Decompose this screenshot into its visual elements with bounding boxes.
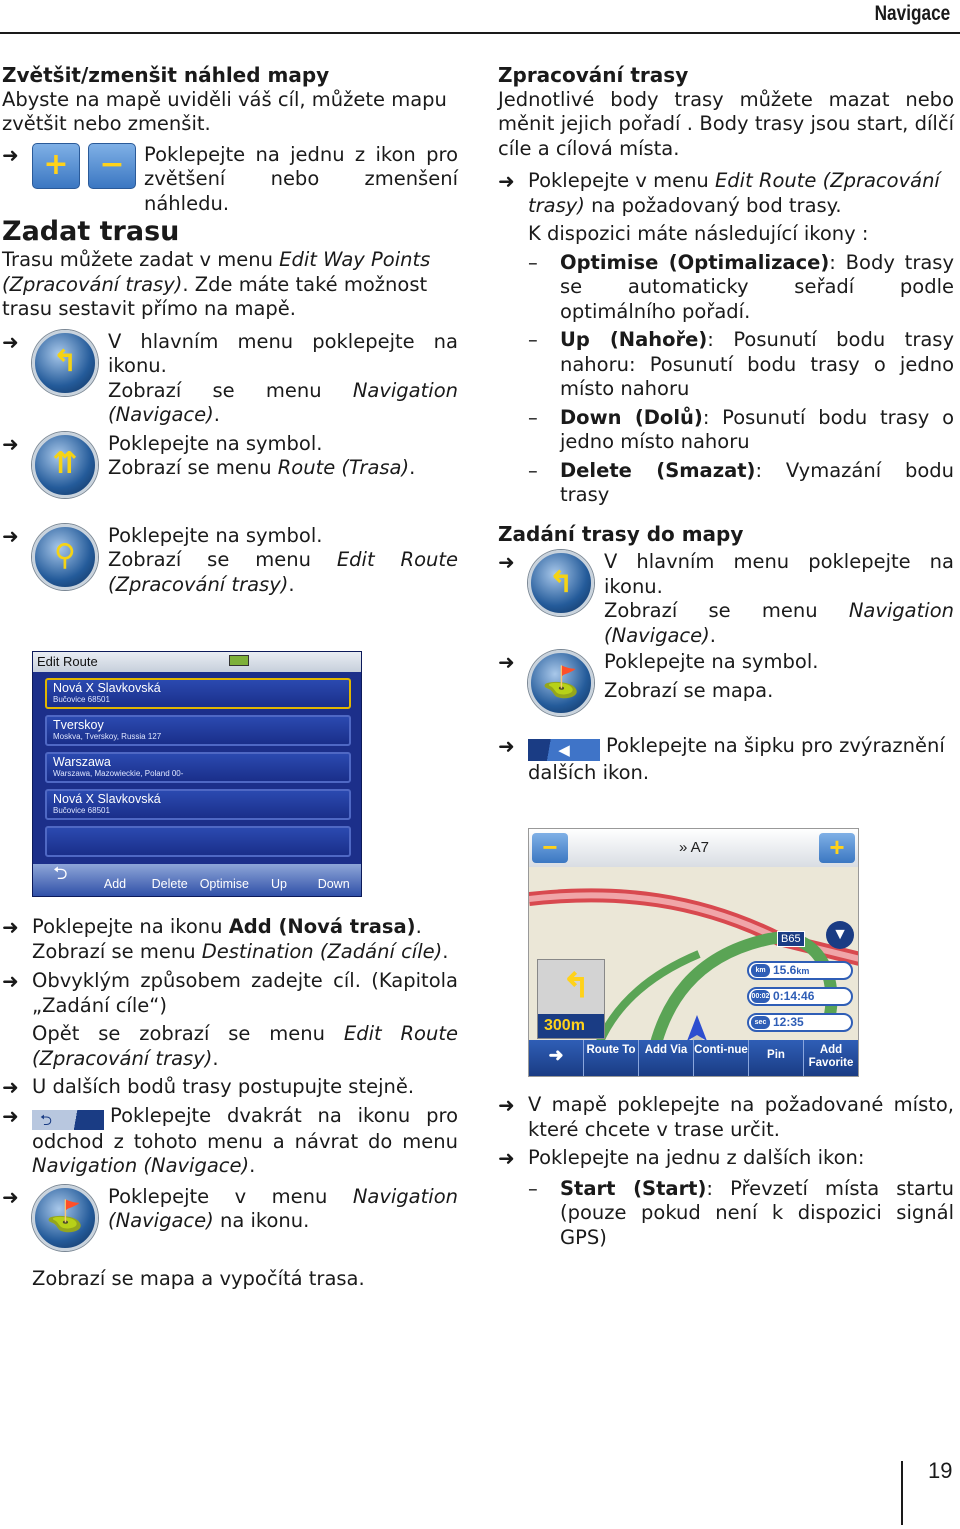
arrival-time: sec 12:35 xyxy=(747,1013,853,1032)
up-button[interactable]: Up xyxy=(271,877,288,891)
step3-result: Zobrazí se menu Edit Route (Zpracování trasy). xyxy=(108,548,459,596)
arrow-icon: ➜ xyxy=(2,1103,19,1128)
edit-route-toolbar xyxy=(33,864,361,896)
edit-route-icon: ⚲ xyxy=(32,524,98,590)
zoom-out-button[interactable]: − xyxy=(532,833,568,863)
step-add: ➜ Poklepejte na ikonu Add (Nová trasa). Zobrazí se menu Destination (Zadání cíle). xyxy=(2,915,449,963)
left-column-lower xyxy=(2,915,458,1291)
result-text: Zobrazí se mapa a vypočítá trasa. xyxy=(32,1266,365,1290)
zoom-in-button[interactable]: + xyxy=(819,833,855,863)
zoom-step xyxy=(2,143,458,217)
route-point-row[interactable]: Tverskoy Moskva, Tverskoy, Russia 127 xyxy=(45,715,351,746)
map-icon: ⛳ xyxy=(32,1185,98,1251)
tap-place-step: ➜ V mapě poklepejte na požadované místo, které chcete v trase určit. xyxy=(498,1093,954,1141)
down-item: – Down (Dolů): Posunutí bodu trasy o jedno místo nahoru xyxy=(528,405,954,453)
map-route-heading: Zadání trasy do mapy xyxy=(498,521,744,546)
navigation-icon: ↰ xyxy=(32,330,98,396)
start-item: – Start (Start): Převzetí místa startu (pouze pokud není k dispozici signál GPS) xyxy=(528,1176,954,1249)
map-toolbar xyxy=(529,1040,858,1076)
back-button[interactable]: ⮌ xyxy=(53,863,68,883)
header-rule xyxy=(0,32,960,34)
remaining-time: 00:02 0:14:46 xyxy=(747,987,853,1006)
up-item: – Up (Nahoře): Posunutí bodu trasy nahoru: Posunutí bodu trasy o jedno místo nahoru xyxy=(528,328,954,400)
edit-route-screen xyxy=(32,651,362,897)
route-icon: ⇈ xyxy=(32,432,98,498)
expand-arrow-icon: ◀ xyxy=(528,739,600,761)
arrow-icon: ➜ xyxy=(2,431,19,456)
optimise-button[interactable]: Optimise xyxy=(199,877,250,891)
add-button[interactable]: Add xyxy=(103,877,127,891)
pin-button[interactable]: Pin xyxy=(748,1040,803,1076)
processing-heading: Zpracování trasy xyxy=(498,63,689,87)
arrow-icon: ➜ xyxy=(2,969,19,993)
map-step-main-menu: ➜ ↰ V hlavním menu poklepejte na ikonu. Zobrazí se menu Navigation (Navigace). xyxy=(498,550,954,647)
map-step-symbol: ➜ ⛳ Poklepejte na symbol. Zobrazí se mapa. xyxy=(498,650,954,724)
turn-indicator xyxy=(537,959,605,1039)
zoom-step-text: Poklepejte na jednu z ikon pro zvětšení nebo zmenšení náhledu. xyxy=(144,142,458,215)
step-navigation-map: ➜ ⛳ Poklepejte v menu Navigation (Navigace) na ikonu. xyxy=(2,1185,458,1265)
down-button[interactable]: Down xyxy=(317,877,350,891)
remaining-distance: km 15.6km xyxy=(747,961,853,980)
arrow-icon: ➜ xyxy=(498,169,515,193)
arrow-icon: ➜ xyxy=(2,915,19,939)
route-to-button[interactable]: Route To xyxy=(583,1040,638,1076)
distance-to-turn: 300m xyxy=(538,1014,604,1038)
arrow-icon: ➜ xyxy=(2,142,19,167)
step-route-symbol: ➜ ⇈ Poklepejte na symbol. Zobrazí se menu Route (Trasa). xyxy=(2,432,458,514)
step-edit-route-symbol: ➜ ⚲ Poklepejte na symbol. Zobrazí se menu Edit Route (Zpracování trasy). xyxy=(2,523,459,596)
step-destination: ➜ Obvyklým způsobem zadejte cíl. (Kapitola „Zadání cíle“) Opět se zobrazí se menu Edit Route (Zpracování trasy). xyxy=(2,969,458,1070)
arrow-icon: ➜ xyxy=(2,1184,19,1209)
navigation-icon: ↰ xyxy=(528,550,594,616)
compass-icon[interactable]: ▼ xyxy=(826,921,854,949)
step1-result: Zobrazí se menu Navigation (Navigace). xyxy=(108,378,458,426)
arrow-button[interactable]: ➜ xyxy=(548,1045,564,1065)
road-sign: B65 xyxy=(777,931,805,947)
zoom-out-icon: − xyxy=(88,143,136,189)
zoom-heading: Zvětšit/zmenšit náhled mapy xyxy=(2,63,330,87)
right-column xyxy=(498,63,954,786)
arrow-icon: ➜ xyxy=(2,523,19,548)
processing-intro: Jednotlivé body trasy můžete mazat nebo měnit jejich pořadí . Body trasy jsou start, dílčí cíle a cílová místa. xyxy=(498,87,954,160)
arrow-icon: ➜ xyxy=(498,734,515,758)
arrow-icon: ➜ xyxy=(498,650,515,674)
arrow-step: ➜ ◀ Poklepejte na šipku pro zvýraznění dalších ikon. xyxy=(498,734,945,784)
left-column xyxy=(2,63,458,606)
step-back: ➜ ⮌ Poklepejte dvakrát na ikonu pro odchod z tohoto menu a návrat do menu Navigation (Navigace). xyxy=(2,1103,458,1177)
battery-icon xyxy=(229,655,249,666)
route-heading: Zadat trasu xyxy=(2,216,180,247)
edit-route-title: Edit Route xyxy=(37,654,98,669)
tap-icon-step: ➜ Poklepejte na jednu z dalších ikon: – Start (Start): Převzetí místa startu (pouze pokud není k dispozici signál GPS) xyxy=(498,1146,954,1249)
route-point-row-empty[interactable] xyxy=(45,826,351,857)
zoom-intro: Abyste na mapě uviděli váš cíl, můžete mapu zvětšit nebo zmenšit. xyxy=(2,87,447,135)
back-arrow-icon: ⮌ xyxy=(32,1110,104,1130)
delete-item: – Delete (Smazat): Vymazání bodu trasy xyxy=(528,458,954,506)
optimise-item: – Optimise (Optimalizace): Body trasy se automaticky seřadí podle optimálního pořadí. xyxy=(528,250,954,323)
step-main-menu: ➜ ↰ V hlavním menu poklepejte na ikonu. Zobrazí se menu Navigation (Navigace). xyxy=(2,329,458,426)
page-number: 19 xyxy=(928,1458,953,1483)
arrow-icon: ➜ xyxy=(498,550,515,574)
processing-step: ➜ Poklepejte v menu Edit Route (Zpracování trasy) na požadovaný bod trasy. K dispozici máte následující ikony : – Optimise (Optimalizace): Body trasy se automaticky seřadí podle optimálního pořadí. – Up (Nahoře): Posunutí bodu trasy nahoru: Posunutí bodu trasy o jedno místo nahoru – Down (Dolů): Posunutí bodu trasy o jedno místo nahoru – Delete (Smazat): Vymazání bodu trasy xyxy=(498,169,954,506)
step2-result: Zobrazí se menu Route (Trasa). xyxy=(108,456,416,479)
road-name: » A7 xyxy=(679,839,710,856)
map-screen xyxy=(528,828,859,1077)
arrow-icon: ➜ xyxy=(498,1146,515,1170)
route-point-row[interactable]: Nová X Slavkovská Bučovice 68501 xyxy=(45,678,351,709)
footer-rule xyxy=(901,1461,903,1525)
right-column-lower xyxy=(498,1093,954,1250)
add-via-button[interactable]: Add Via xyxy=(638,1040,693,1076)
route-point-row[interactable]: Warszawa Warszawa, Mazowieckie, Poland 00- xyxy=(45,752,351,783)
arrow-icon: ➜ xyxy=(2,1075,19,1099)
arrow-icon: ➜ xyxy=(498,1093,515,1117)
edit-route-title-bar xyxy=(33,652,361,672)
step-same: ➜ U dalších bodů trasy postupujte stejně. xyxy=(2,1075,415,1099)
continue-button[interactable]: Conti-nue xyxy=(693,1040,748,1076)
turn-arrow-icon: ↰ xyxy=(562,967,591,1005)
delete-button[interactable]: Delete xyxy=(151,877,188,891)
zoom-in-icon: + xyxy=(32,143,80,189)
map-icon: ⛳ xyxy=(528,650,594,716)
route-point-row[interactable]: Nová X Slavkovská Bučovice 68501 xyxy=(45,789,351,820)
route-intro: Trasu můžete zadat v menu Edit Way Points (Zpracování trasy). Zde máte také možnost trasu sestavit přímo na mapě. xyxy=(2,248,431,320)
section-header: Navigace xyxy=(874,2,950,25)
add-favorite-button[interactable]: Add Favorite xyxy=(803,1040,858,1076)
arrow-icon: ➜ xyxy=(2,329,19,354)
